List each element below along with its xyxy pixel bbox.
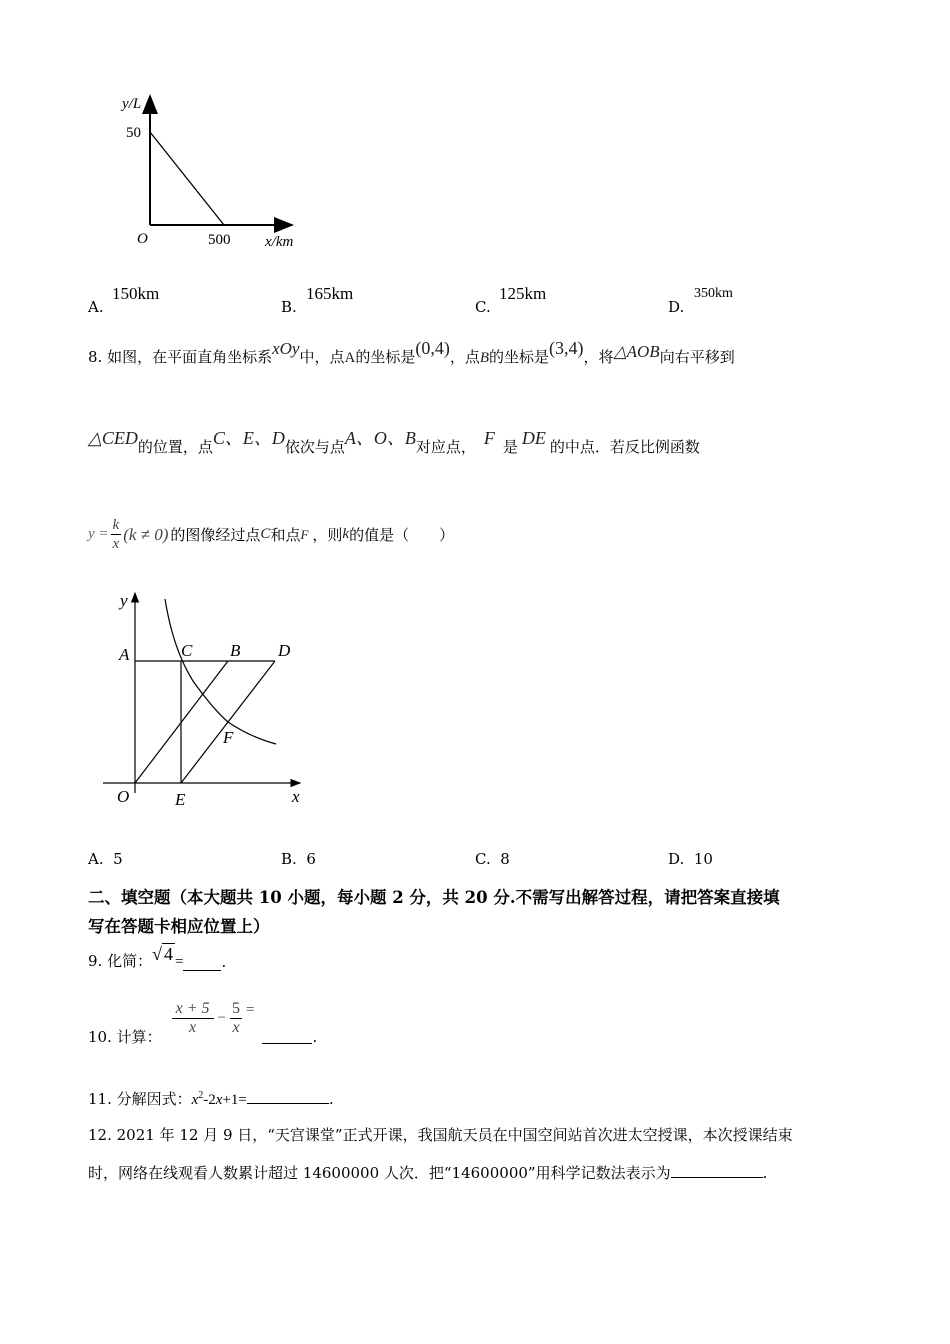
- q8-text: 的位置，点: [137, 438, 213, 456]
- q8-text: 8. 如图，在平面直角坐标系: [88, 348, 273, 366]
- point-a: A: [344, 350, 356, 366]
- fraction-denominator: x: [112, 536, 120, 552]
- variable-k: k: [342, 526, 350, 542]
- y-intercept-label: 50: [126, 125, 141, 141]
- option-label: A.: [88, 850, 104, 868]
- x-intercept-label: 500: [208, 232, 231, 248]
- label-a: A: [119, 645, 130, 664]
- q8-option-c: [475, 850, 510, 868]
- q8-text: 的中点．若反比例函数: [549, 438, 700, 456]
- q12-line-1: 12. 2021 年 12 月 9 日，“天宫课堂”正式开课，我国航天员在中国空间站首次进太空授课，本次授课结束: [88, 1126, 793, 1144]
- fraction-numerator: x + 5: [172, 1000, 214, 1019]
- q8-text: 中，点: [299, 348, 345, 366]
- q10-prefix: 10. 计算：: [88, 1028, 162, 1046]
- q12-text: 时，网络在线观看人数累计超过 14600000 人次．把“14600000”用科学记数法表示为: [88, 1164, 671, 1182]
- label-c: C: [181, 641, 193, 660]
- function-condition: (k ≠ 0): [123, 524, 169, 544]
- section-heading: 二、填空题（本大题共 10 小题，每小题 2 分，共 20 分.不需写出解答过程，请把答案直接填: [88, 888, 780, 907]
- q8-figure: [95, 585, 325, 815]
- q9-prefix: 9. 化简：: [88, 952, 153, 970]
- q7-option-a-value: 150km: [112, 284, 160, 303]
- fraction-5-over-x: [230, 1000, 242, 1037]
- minus-sign: −: [217, 1010, 226, 1026]
- q9: [88, 944, 227, 971]
- point-c: C: [260, 526, 271, 542]
- q8-text: 的图像经过点: [170, 526, 261, 544]
- fraction-denominator: x: [189, 1019, 197, 1036]
- triangle-aob: △AOB: [613, 342, 660, 361]
- points-ced: C、E、D: [212, 428, 285, 448]
- expr-exponent: 2: [198, 1090, 204, 1101]
- fraction-numerator: 5: [232, 1000, 240, 1017]
- q8-option-a: [88, 850, 123, 868]
- q7-option-b-label: B.: [281, 298, 297, 316]
- section-heading-cont: 写在答题卡相应位置上）: [88, 917, 270, 936]
- option-label: C.: [475, 850, 491, 868]
- q8-text: 向右平移到: [659, 348, 735, 366]
- option-value: 10: [693, 850, 713, 868]
- point-b: B: [479, 350, 490, 366]
- y-axis-label: y/L: [122, 96, 142, 112]
- label-b: B: [230, 641, 241, 660]
- q8-text: 的坐标是: [489, 348, 550, 366]
- radicand: 4: [163, 944, 173, 964]
- q11: [88, 1088, 334, 1109]
- sqrt-expression: √ 4: [152, 944, 173, 964]
- label-d: D: [278, 641, 291, 660]
- answer-blank[interactable]: [183, 956, 221, 971]
- label-e: E: [175, 790, 186, 809]
- q10: [88, 1000, 318, 1046]
- q8-option-d: [668, 850, 713, 868]
- option-label: B.: [281, 850, 297, 868]
- q8-text: 的坐标是: [355, 348, 416, 366]
- points-aob: A、O、B: [344, 428, 416, 448]
- x-axis-label: x/km: [265, 234, 294, 250]
- coord-a: (0,4): [415, 338, 450, 358]
- label-o: O: [117, 787, 130, 806]
- period: .: [221, 953, 227, 971]
- equals: =: [246, 1002, 255, 1018]
- q8-text: ，则: [312, 526, 343, 544]
- q8-option-b: [281, 850, 316, 868]
- equals: =: [174, 954, 184, 970]
- expr-x: x: [191, 1092, 199, 1108]
- q8-text: 和点: [270, 526, 301, 544]
- option-value: 5: [113, 850, 123, 868]
- expr-part: +1=: [222, 1092, 247, 1108]
- q8-text: ，将: [583, 348, 614, 366]
- q7-option-a-label: A.: [88, 298, 104, 316]
- answer-blank[interactable]: [262, 1029, 312, 1044]
- fraction-x-plus-5-over-x: [172, 1000, 214, 1037]
- q7-option-d-label: D.: [668, 298, 685, 316]
- q8-text: 的值是（ ）: [349, 526, 455, 544]
- q11-prefix: 11. 分解因式：: [88, 1090, 192, 1108]
- q8-text: 依次与点: [284, 438, 345, 456]
- label-f: F: [223, 728, 234, 747]
- option-value: 8: [500, 850, 510, 868]
- label-x: x: [292, 787, 300, 806]
- q7-option-c-value: 125km: [499, 284, 547, 303]
- period: .: [762, 1164, 768, 1182]
- answer-blank[interactable]: [247, 1089, 329, 1104]
- q7-option-d-value: 350km: [694, 286, 733, 301]
- q8-text: 是: [502, 438, 518, 456]
- fraction-k-over-x: [111, 516, 122, 553]
- period: .: [312, 1027, 318, 1046]
- fraction-numerator: k: [112, 517, 120, 533]
- option-value: 6: [306, 850, 316, 868]
- q8-text: ，点: [449, 348, 480, 366]
- segment-de: DE: [521, 428, 546, 448]
- expr-x: x: [215, 1092, 223, 1108]
- fraction-denominator: x: [232, 1019, 240, 1036]
- answer-blank[interactable]: [671, 1163, 763, 1178]
- fuel-line: [150, 132, 224, 225]
- function-lhs: y =: [88, 526, 109, 542]
- point-f: F: [483, 428, 495, 448]
- q8-line-3: [88, 516, 454, 553]
- q8-text: 对应点，: [415, 438, 476, 456]
- q7-option-b-value: 165km: [306, 284, 354, 303]
- coordinate-system: xOy: [272, 339, 300, 358]
- option-label: D.: [668, 850, 685, 868]
- origin-label: O: [137, 231, 148, 247]
- q8-line-1: [88, 338, 735, 367]
- triangle-ced: △CED: [88, 428, 138, 448]
- q12-line-2: [88, 1162, 767, 1183]
- q8-line-2: [88, 428, 700, 458]
- coord-b: (3,4): [549, 338, 584, 358]
- q7-option-c-label: C.: [475, 298, 491, 316]
- label-y: y: [120, 591, 128, 610]
- period: .: [328, 1090, 334, 1108]
- point-f: F: [300, 526, 309, 542]
- fuel-distance-graph: [100, 88, 310, 253]
- expr-part: -2: [203, 1092, 216, 1108]
